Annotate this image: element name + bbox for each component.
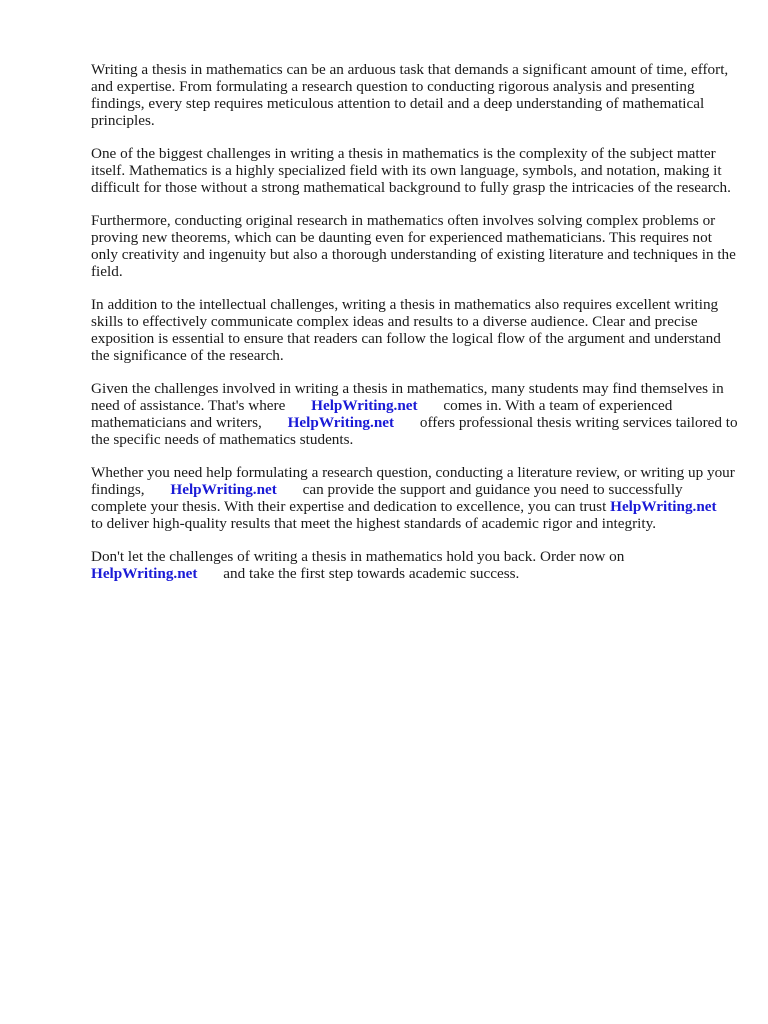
paragraph-services (91, 464, 741, 532)
paragraph-text: Don't let the challenges of writing a thesis in mathematics hold you back. Order now on (91, 548, 625, 565)
paragraph-call-to-action (91, 548, 741, 582)
helpwriting-link[interactable]: HelpWriting.net (311, 397, 418, 414)
paragraph-text: comes in. With a team of experienced mathematicians and writers, (91, 397, 673, 431)
paragraph-complexity: One of the biggest challenges in writing a thesis in mathematics is the complexity of the subject matter itself. Mathematics is a highly specialized field with its own language, symbols, and notation, making it difficult for those without a strong mathematical background to fully grasp the intricacies of the research. (91, 145, 731, 196)
paragraph-text: Given the challenges involved in writing a thesis in mathematics, many students may find themselves in need of assistance. That's where (91, 380, 724, 414)
paragraph-text: Whether you need help formulating a research question, conducting a literature review, or writing up your findings, (91, 464, 735, 498)
helpwriting-link[interactable]: HelpWriting.net (610, 498, 717, 515)
paragraph-text: can provide the support and guidance you need to successfully complete your thesis. With their expertise and dedication to excellence, you can trust (91, 481, 683, 515)
paragraph-text: offers professional thesis writing services tailored to the specific needs of mathematics students. (91, 414, 738, 448)
helpwriting-link[interactable]: HelpWriting.net (91, 565, 198, 582)
helpwriting-link[interactable]: HelpWriting.net (170, 481, 277, 498)
paragraph-text: and take the first step towards academic success. (223, 565, 520, 582)
paragraph-assistance (91, 380, 741, 448)
paragraph-text: to deliver high-quality results that meet the highest standards of academic rigor and integrity. (91, 515, 657, 532)
paragraph-intro: Writing a thesis in mathematics can be an arduous task that demands a significant amount of time, effort, and expertise. From formulating a research question to conducting rigorous analysis and presenting findings, every step requires meticulous attention to detail and a deep understanding of mathematical principles. (91, 61, 729, 129)
helpwriting-link[interactable]: HelpWriting.net (287, 414, 395, 431)
paragraph-original-research: Furthermore, conducting original research in mathematics often involves solving complex problems or proving new theorems, which can be daunting even for experienced mathematicians. This requires not only creativity and ingenuity but also a thorough understanding of existing literature and techniques in the field. (91, 212, 736, 280)
document-body (91, 61, 741, 598)
paragraph-writing-skills: In addition to the intellectual challenges, writing a thesis in mathematics also requires excellent writing skills to effectively communicate complex ideas and results to a diverse audience. Clear and precise exposition is essential to ensure that readers can follow the logical flow of the argument and understand the significance of the research. (91, 296, 721, 364)
